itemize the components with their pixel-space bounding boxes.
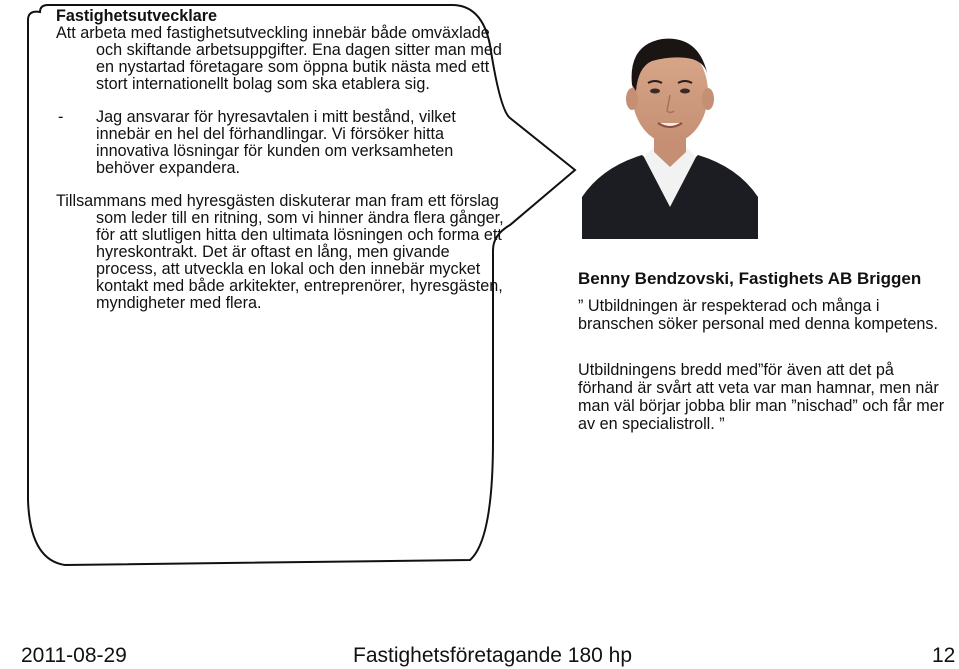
dash-bullet: - [58,108,64,126]
page-number: 12 [932,644,956,667]
footer-course: Fastighetsföretagande 180 hp [353,644,633,667]
portrait-image [582,7,758,239]
bubble-title: Fastighetsutvecklare [56,7,218,25]
quote-2: Utbildningens bredd med”för även att det på förhand är svårt att veta var man hamnar, men när man väl börjar jobba blir man ”nischad” och får mer av en specialistroll. ” [578,361,945,433]
bubble-quote-item [56,109,506,177]
bubble-intro: Att arbeta med fastighetsutveckling innebär både omväxlade och skiftande arbetsuppgifter. Ena dagen sitter man med en nystartad företagare som öppna butik nästa med ett stort internationellt bolag som ska etablera sig. [56,24,502,93]
bubble-text [56,8,506,312]
portrait-photo [582,7,758,239]
bubble-quote: Jag ansvarar för hyresavtalen i mitt bestånd, vilket innebär en hel del förhandlingar. Vi försöker hitta innovativa lösningar för kunden om verksamheten behöver expandera. [96,108,456,177]
footer [0,643,959,669]
bubble-paragraph: Tillsammans med hyresgästen diskuterar man fram ett förslag som leder till en ritning, som vi hinner ändra flera gånger, för att slutligen hitta den ultimata lösningen och forma ett hyreskontrakt. Det är oftast en lång, men givande process, att utveckla en lokal och den innebär mycket kontakt med både arkitekter, entreprenörer, hyresgästen, myndigheter med flera. [56,192,504,312]
person-name: Benny Bendzovski, Fastighets AB Briggen [578,269,922,288]
quote-1: ” Utbildningen är respekterad och många i branschen söker personal med denna kompetens. [578,297,938,333]
footer-date: 2011-08-29 [21,644,127,667]
